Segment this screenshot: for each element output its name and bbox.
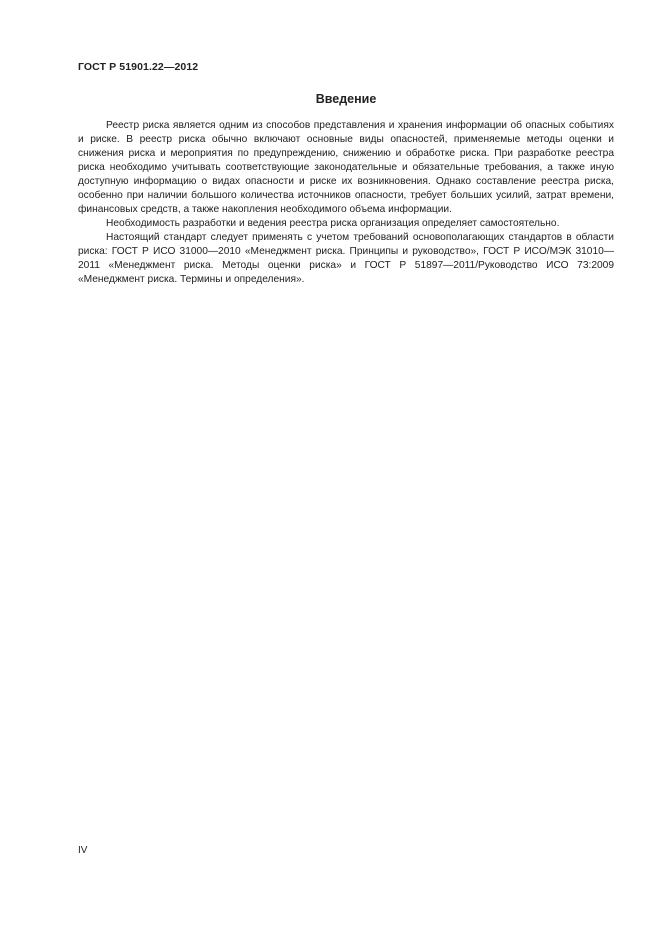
page-number: IV <box>78 845 88 856</box>
document-code-header: ГОСТ Р 51901.22—2012 <box>78 61 199 73</box>
paragraph: Настоящий стандарт следует применять с учетом требований основополагающих стандартов в области риска: ГОСТ Р ИСО 31000—2010 «Менеджмент риска. Принципы и руководство», ГОСТ Р ИСО/МЭК 31010—2011 «Менеджмент риска. Методы оценки риска» и ГОСТ Р 51897—2011/Руководство ИСО 73:2009 «Менеджмент риска. Термины и определения». <box>78 232 614 285</box>
paragraph: Реестр риска является одним из способов представления и хранения информации об опасных событиях и риске. В реестр риска обычно включают основные виды опасностей, применяемые методы оценки и снижения риска и мероприятия по предупреждению, снижению и обработке риска. При разработке реестра риска необходимо учитывать соответствующие законодательные и обязательные требования, а также иную доступную информацию о видах опасности и риске их возникновения. Однако составление реестра риска, особенно при наличии большого количества источников опасности, требует больших усилий, затрат времени, финансовых средств, а также накопления необходимого объема информации. <box>78 120 614 215</box>
paragraph: Необходимость разработки и ведения реестра риска организация определяет самостоятельно. <box>106 218 560 229</box>
body-text <box>78 119 614 287</box>
section-title: Введение <box>315 92 377 106</box>
